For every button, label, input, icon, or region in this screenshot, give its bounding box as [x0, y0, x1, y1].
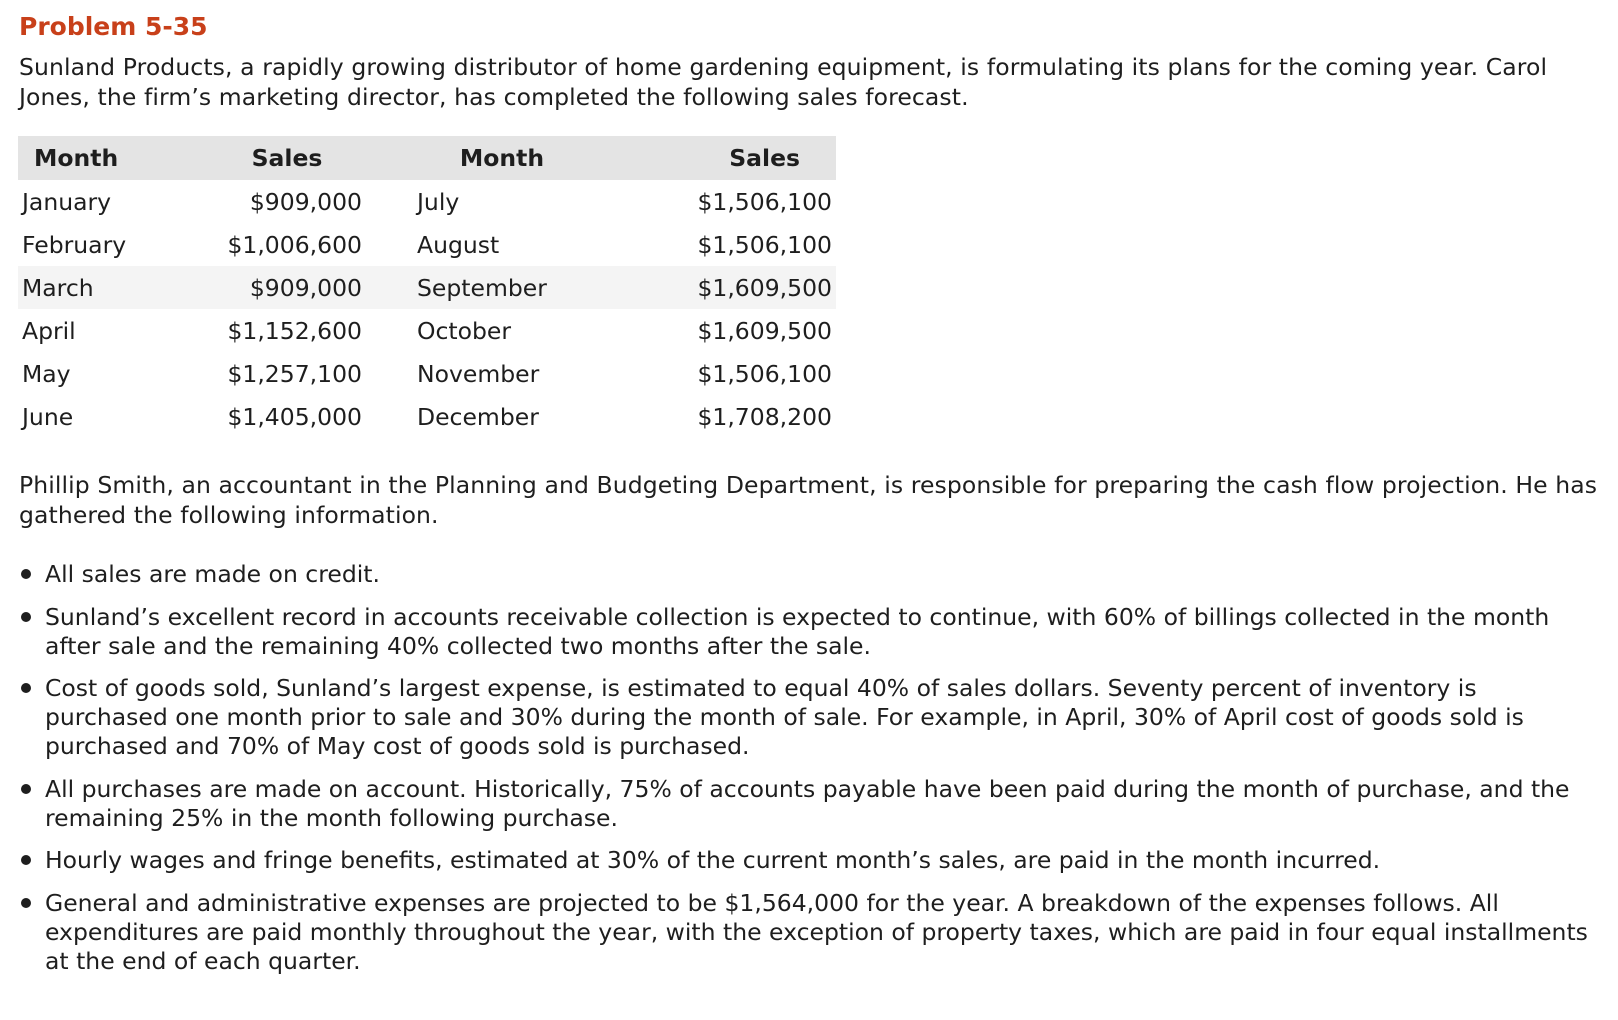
intro-paragraph: Sunland Products, a rapidly growing distributor of home gardening equipment, is formulating its plans for the coming year. Carol Jones, the firm’s marketing director, has completed the following sales forecast.	[19, 53, 1548, 111]
header-month-2: Month	[362, 136, 612, 180]
sales-cell: $909,000	[182, 266, 362, 309]
sales-cell: $1,506,100	[697, 359, 832, 388]
bullet-icon	[21, 784, 31, 794]
sales-cell: $1,708,200	[697, 402, 832, 431]
list-item-text: All sales are made on credit.	[45, 560, 380, 588]
information-list	[19, 560, 1604, 976]
second-paragraph: Phillip Smith, an accountant in the Planning and Budgeting Department, is responsible for preparing the cash flow projection. He has gathered the following information.	[19, 471, 1598, 529]
sales-cell: $1,506,100	[697, 187, 832, 216]
problem-content	[19, 10, 1604, 989]
month-cell: October	[417, 316, 512, 345]
table-row	[18, 223, 836, 266]
list-item	[19, 889, 1604, 976]
month-cell: March	[18, 266, 182, 309]
month-cell: January	[22, 187, 112, 216]
table-header-row	[18, 136, 836, 180]
header-sales-2: Sales	[612, 136, 836, 180]
bullet-icon	[21, 855, 31, 865]
sales-cell: $1,609,500	[612, 266, 836, 309]
list-item	[19, 846, 1604, 875]
list-item-text: Cost of goods sold, Sunland’s largest expense, is estimated to equal 40% of sales dollars. Seventy percent of inventory is purchased one month prior to sale and 30% during the month of sale. For example, in April, 30% of April cost of goods sold is purchased and 70% of May cost of goods sold is purchased.	[45, 674, 1524, 760]
list-item	[19, 674, 1604, 761]
sales-cell: $1,152,600	[227, 316, 362, 345]
header-month-1: Month	[18, 136, 182, 180]
table-row	[18, 180, 836, 223]
month-cell: June	[22, 402, 74, 431]
table-row	[18, 395, 836, 438]
header-sales-1: Sales	[182, 136, 362, 180]
month-cell: February	[22, 230, 127, 259]
month-cell: May	[22, 359, 71, 388]
month-cell: August	[417, 230, 500, 259]
table-row	[18, 266, 836, 309]
table-row	[18, 309, 836, 352]
sales-cell: $1,257,100	[227, 359, 362, 388]
list-item-text: Sunland’s excellent record in accounts receivable collection is expected to continue, with 60% of billings collected in the month after sale and the remaining 40% collected two months after the sale.	[45, 602, 1550, 660]
list-item	[19, 775, 1604, 833]
bullet-icon	[21, 683, 31, 693]
sales-forecast-table	[18, 136, 836, 438]
bullet-icon	[21, 569, 31, 579]
list-item-text: Hourly wages and fringe benefits, estimated at 30% of the current month’s sales, are paid in the month incurred.	[45, 846, 1381, 874]
month-cell: December	[417, 402, 539, 431]
month-cell: November	[417, 359, 540, 388]
table-row	[18, 352, 836, 395]
list-item	[19, 603, 1604, 661]
month-cell: April	[22, 316, 76, 345]
sales-cell: $1,506,100	[697, 230, 832, 259]
sales-cell: $1,006,600	[227, 230, 362, 259]
bullet-icon	[21, 612, 31, 622]
list-item-text: General and administrative expenses are projected to be $1,564,000 for the year. A breakdown of the expenses follows. All expenditures are paid monthly throughout the year, with the exception of property taxes, which are paid in four equal installments at the end of each quarter.	[45, 888, 1588, 975]
month-cell: September	[362, 266, 612, 309]
sales-cell: $909,000	[249, 187, 362, 216]
problem-title: Problem 5-35	[19, 12, 208, 41]
list-item	[19, 560, 1604, 589]
month-cell: July	[417, 187, 460, 216]
list-item-text: All purchases are made on account. Historically, 75% of accounts payable have been paid during the month of purchase, and the remaining 25% in the month following purchase.	[45, 774, 1570, 832]
sales-cell: $1,405,000	[227, 402, 362, 431]
sales-cell: $1,609,500	[697, 316, 832, 345]
bullet-icon	[21, 898, 31, 908]
